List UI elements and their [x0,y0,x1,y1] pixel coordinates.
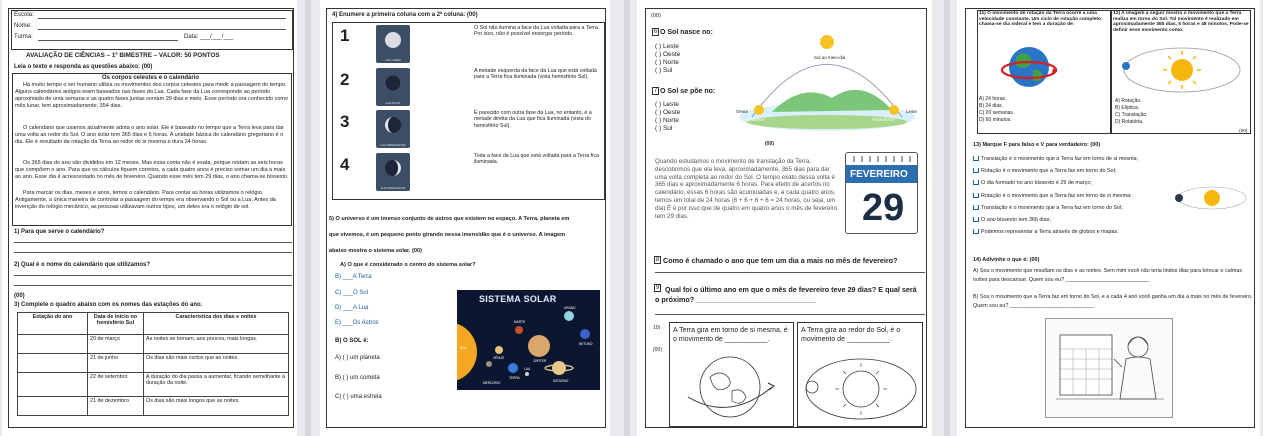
points-a: (00) [1239,129,1248,134]
tf-blank[interactable] [973,229,979,234]
moon-image-new [376,68,410,106]
q7-option[interactable]: ( ) Oeste [655,109,681,116]
calendar-rings-icon [846,154,919,164]
option-d[interactable]: D) ___A Lua [335,305,369,311]
row-number: 2 [340,70,350,89]
table-row [18,354,289,373]
nome-line[interactable] [38,29,286,30]
label-sunset: Anoitecer [746,117,766,122]
q12-option[interactable]: D) Rotatória. [1115,119,1144,125]
question-11: 11) O movimento de rotação da Terra ocorre a uma velocidade constante. Um ciclo de rotação completo chama-se dia sideral e tem a duração de: [979,11,1102,28]
page-1 [2,0,297,436]
question-14: 14) Adivinhe o que é: (00) [973,257,1040,263]
question-5a: A) O que é considerado o centro do sistema solar? [340,262,476,268]
riddle-b: B) Sou o movimento que a Terra faz em torno do Sol, e a cada 4 ano você ganha um dia a mais no mês de fevereiro. Quem sou eu? ____________________________ [973,294,1253,310]
planet-label: NETUNO [579,342,593,346]
label-sunrise: Amanhecer [872,117,896,122]
answer-line[interactable] [14,285,292,286]
planets-icon [457,290,600,390]
tf-blank[interactable] [973,193,979,198]
season-cell[interactable] [18,397,88,416]
q8-number: 8 [655,257,660,263]
tf-blank[interactable] [973,156,979,161]
row-number: 1 [340,26,350,45]
q6-option[interactable]: ( ) Sul [655,67,673,74]
moon-caption: LUA CHEIA [385,58,401,62]
date-cell: 22 de setembro [88,373,144,397]
moon-image-full [376,25,410,63]
calendar-day: 29 [862,187,905,229]
earth-orbit-sun-icon [1117,40,1247,100]
page-gap [624,0,630,436]
moon-desc: É parecido com outra fase da Lua, no entanto, é a metade direita da Lua que fica iluminada (vista do hemisfério Sul). [474,110,592,129]
translation-box [797,322,923,427]
moon-desc: Toda a face da Lua que está voltada para a Terra fica iluminada. [474,153,600,166]
points-top: (00) [651,13,661,19]
moon-image-waning [376,153,410,191]
planet-label: VÊNUS [493,356,504,360]
calendar-image [845,152,918,234]
q13-list [973,153,1138,238]
q9-number: 9 [655,285,660,291]
moon-desc: O Sol não ilumina a face da Lua voltada para a Terra. Por isso, não é possível enxergar período. [474,25,600,38]
tf-item[interactable] [973,165,1138,177]
q10-points: (00) [653,347,662,353]
q10-number: 10) [653,325,661,331]
planet-label: JÚPITER [533,359,547,363]
q7-option[interactable]: ( ) Norte [655,117,679,124]
sun-earth-icon [1172,180,1252,216]
q5-line-3: abaixo mostra o sistema solar. (00) [329,248,422,254]
season-cell[interactable] [18,373,88,397]
question-9: Qual foi o último ano em que o mês de fevereiro teve 29 dias? E qual será o próximo? ______________________________ [655,285,917,304]
q12-option[interactable]: B) Elíptica. [1115,105,1140,111]
feature-cell: Os dias são mais curtos que as noites. [144,354,289,373]
q5-line-1: 5) O universo é um imenso conjunto de astros que existem no espaço. A Terra, planeta em [329,216,570,222]
tf-item[interactable] [973,226,1138,238]
q5-line-2: que vivemos, é um pequeno ponto girando nessa imensidão que é o universo. A imagem [329,232,566,238]
points-mid: (00) [765,141,774,147]
q7-number: 7 [653,88,658,94]
question-3: 3) Complete o quadro abaixo com os nomes das estações do ano. [14,302,203,308]
crescent-moon-icon [376,110,410,140]
paragraph-3: Os 365 dias do ano são divididos em 12 meses. Mas essa conta não é exata, porque restam as seis horas que compõem o ano. Para que os cálculos fiquem corretos, a cada quatro anos é preciso somar um dia a mais ao ano. Esse dia é acrescentado no mês de fevereiro. Quando esse mês tem 29 dias, o ano chama-se bissexto. [15,160,289,181]
planet-label: TERRA [509,376,520,380]
moon-caption: LUA NOVA [385,101,401,105]
answer-line[interactable] [14,242,292,243]
tf-blank[interactable] [973,217,979,222]
table-row [18,397,289,416]
season-cell[interactable] [18,335,88,354]
q6-option[interactable]: ( ) Leste [655,43,679,50]
question-4: 4) Enumere a primeira coluna com a 2ª coluna: (00) [332,12,478,18]
escola-label: Escola: [14,12,34,18]
waning-moon-icon [376,153,410,183]
moon-caption: LUA MINGUANTE [380,186,406,190]
feature-cell: A duração do dia passa a aumentar, ficando semelhante à duração da noite. [144,373,289,397]
tf-item[interactable] [973,202,1138,214]
planet-label: URANO [564,306,576,310]
solar-title: SISTEMA SOLAR [479,294,557,304]
table-header: Estação do ano [18,313,88,335]
page-gap [305,0,311,436]
option-comet[interactable]: B) ( ) um cometa [335,375,380,381]
girl-calendar-icon [1046,319,1174,419]
option-planet[interactable]: A) ( ) um planeta [335,355,380,361]
feature-cell: As noites se tornam, aos poucos, mais longas. [144,335,289,354]
date-cell: 21 de junho [88,354,144,373]
moon-image-crescent [376,110,410,148]
tf-text: O dia formado no ano bissexto é 29 de março; [981,180,1092,187]
tf-text: Translação é o movimento que a Terra faz em torno do Sol; [981,204,1123,211]
q7-option[interactable]: ( ) Leste [655,101,679,108]
table-row [18,373,289,397]
rotation-box [669,322,794,427]
tf-text: Rotação é o movimento que a Terra faz em torno de si mesma; [981,192,1132,199]
feature-cell: Os dias são mais longos que as noites. [144,397,289,416]
planet-label: SATURNO [553,379,569,383]
row-number: 4 [340,155,350,174]
planet-label: MERCÚRIO [483,381,501,385]
paragraph-1: Há muito tempo o ser humano utiliza os movimentos dos corpos celestes para medir a passagem do tempo. Alguns calendários antigos eram baseados nas fases da Lua. Cada fase da Lua corresponde ao período aproximado de uma semana e as quatro fases juntas somam 29 dias e meio. Esse período ora conhecido como mês lunar, tem aproximadamente, 354 dias. [15,82,289,110]
turma-label: Turma: [14,34,33,40]
calendar-month: FEVEREIRO [850,169,908,180]
escola-line[interactable] [38,18,286,19]
seasons-table [17,312,289,416]
question-6: O Sol nasce no: [660,29,713,36]
option-b[interactable]: B) ___A Terra [335,274,372,280]
tf-item[interactable] [973,177,1138,189]
earth-orbit-icon [798,347,924,427]
riddle-a: A) Sou o movimento que resultam os dias e as noites. Sem mim você não teria lindos dias para brincar e calmas noites para descansar. Quem sou eu? ____________________________ [973,268,1243,284]
solar-system-image [457,290,600,390]
tf-text: Rotação é o movimento que a Terra faz em torno do Sol; [981,168,1117,175]
tf-item[interactable] [973,153,1138,165]
label-noon: Sol ao meio-dia [814,55,846,60]
season-cell[interactable] [18,354,88,373]
tf-blank[interactable] [973,180,979,185]
new-moon-icon [376,68,410,98]
sun-path-diagram [732,22,922,132]
full-moon-icon [376,25,410,55]
nome-label: Nome: [14,23,32,29]
q11-option[interactable]: B) 24 dias. [979,103,1003,109]
leap-year-text: Quando estudamos o movimento de translação da Terra, descobrimos que ela leva, aproximadamente, 365 dias para dar uma volta completa ao redor do Sol. O tempo exato dessa volta é 365 dias e aproximadamente 6 horas. Para efeito de acertos no calendário, essas 6 horas são acumuladas e, a cada quatro anos, temos um total de 24 horas (6 + 6 + 6 + 6 = 24 horas, ou seja, um dia) É é por isso que de quatro em quatro anos o mês de fevereiro tem 29 dias. [655,158,838,220]
exam-title: AVALIAÇÃO DE CIÊNCIAS – 1º BIMESTRE – VALOR: 50 PONTOS [26,52,220,59]
option-star[interactable]: C) ( ) uma estrela [335,394,382,400]
q3-points: (00) [14,293,25,299]
option-c[interactable]: C) ___O Sol [335,290,369,296]
turma-line[interactable] [38,40,178,41]
answer-line[interactable] [655,272,925,273]
q10-right: A Terra gira ao redor do Sol, é o movimento de ___________. [801,327,901,343]
moon-desc: A metade esquerda da face da Lua que está voltada para a Terra fica iluminada (vista hemisfério Sul). [474,68,597,81]
q12-option[interactable]: C) Translação. [1115,112,1148,118]
q6-option[interactable]: ( ) Oeste [655,51,681,58]
paragraph-4: Para marcar os dias, meses e anos, temos o calendário. Para contar as horas utilizamos o relógio. Antigamente, a única maneira de controlar a passagem do tempo era observando o Sol ou a Lua. Antes da invenção do relógio mecânico, as pessoas utilizavam outros tipos, um deles era o relógio de sol. [15,190,276,211]
answer-line[interactable] [14,252,292,253]
question-2: 2) Qual é o nome do calendário que utilizamos? [14,262,151,268]
tf-blank[interactable] [973,168,979,173]
tf-text: Translação é o movimento que a Terra faz em torno de si mesma; [981,156,1138,162]
row-number: 3 [340,112,350,131]
answer-line[interactable] [14,275,292,276]
tf-blank[interactable] [973,205,979,210]
question-1: 1) Para que serve o calendário? [14,229,105,235]
planet-label: MARTE [514,320,526,324]
moon-caption: LUA CRESCENTE [380,143,406,147]
question-13: 13) Marque F para falso e V para verdadeiro: (00) [973,142,1101,148]
text-title: Os corpos celestes e o calendário [102,75,200,81]
planet-label: LUA [524,367,531,371]
q6-option[interactable]: ( ) Norte [655,59,679,66]
question-5b: B) O SOL é: [335,338,369,344]
q11-option[interactable]: C) 20 semanas. [979,110,1015,116]
tf-item[interactable] [973,190,1138,202]
page-3 [637,0,932,436]
page-gap [944,0,950,436]
instruction: Leia o texto e responda as questões abaixo: (00) [14,64,153,70]
header-box [11,10,293,50]
earth-rotation-icon [670,347,795,427]
question-8: Como é chamado o ano que tem um dia a mais no mês de fevereiro? [663,256,898,265]
page-4 [957,0,1260,436]
question-7: O Sol se põe no: [660,88,716,95]
tf-text: O ano bissexto tem 366 dias; [981,217,1051,224]
q11-option[interactable]: D) 60 minutos. [979,117,1012,123]
page-2 [320,0,610,436]
question-12: 12) A imagem a seguir mostra o movimento que a Terra realiza em torno do Sol. Tal movimento é realizado em aproximadamente 365 dias, 5 horas e 48 minutos. Pode-se definir esse movimento como: [1113,11,1249,33]
table-header: Característica dos dias e noites [144,313,289,335]
q6-number: 6 [653,29,658,35]
table-header: Data de início no hemisfério Sul [88,313,144,335]
answer-line[interactable] [655,314,925,315]
option-e[interactable]: E) ___Os Astros [335,320,379,326]
q11-option[interactable]: A) 24 horas. [979,96,1007,102]
planet-label: SOL [460,346,467,350]
q7-option[interactable]: ( ) Sul [655,125,673,132]
earth-rotating-icon [999,40,1059,95]
date-cell: 21 de dezembro [88,397,144,416]
table-row [18,335,289,354]
data-label: Data: ___/___/___ [184,34,234,40]
tf-text: Podemos representar a Terra através de globos e mapas. [981,229,1119,236]
tf-item[interactable] [973,214,1138,226]
q12-option[interactable]: A) Rotação. [1115,98,1142,104]
label-east: Leste [906,109,918,114]
label-west: Oeste [736,109,749,114]
paragraph-2: O calendário que usamos atualmente adota o ano solar. Ele é baseado no tempo que a Terra leva para dar uma volta ao redor do Sol. O ano solar tem 365 dias e 6 horas. A unidade básica do calendário gregoriano é o dia. Ele é resultado da rotação da Terra ao redor do si mesma e dura 24 horas. [15,125,284,146]
girl-calendar-image [1045,318,1173,418]
date-cell: 20 de março [88,335,144,354]
q10-left: A Terra gira em torno de si mesma, é o movimento de ___________. [673,327,788,343]
